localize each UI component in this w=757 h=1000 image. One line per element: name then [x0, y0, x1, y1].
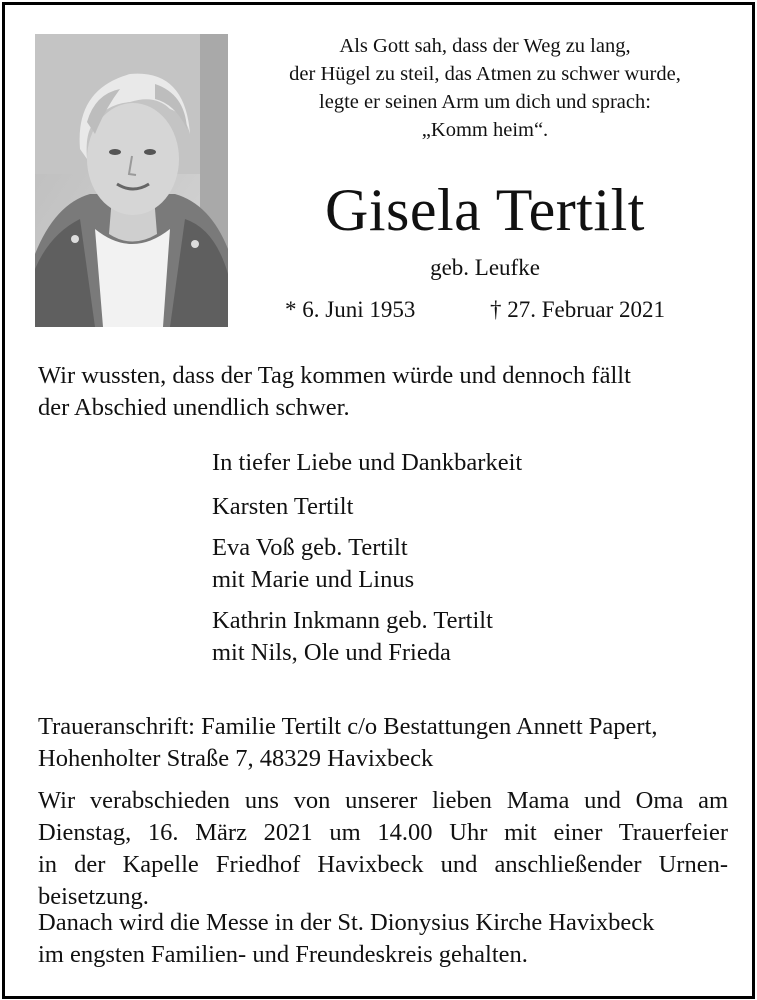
birth-name: geb. Leufke: [430, 255, 540, 280]
birth-date: * 6. Juni 1953: [285, 297, 416, 322]
verse-line: der Hügel zu steil, das Atmen zu schwer wurde,: [289, 63, 681, 85]
ceremony-line: Wir verabschieden uns von unserer lieben Mama und Oma am: [38, 787, 728, 814]
family-greeting: In tiefer Liebe und Dankbarkeit: [212, 449, 523, 476]
family-member-line: Eva Voß geb. Tertilt: [212, 534, 408, 561]
family-member-line: Karsten Tertilt: [212, 493, 354, 520]
intro-line: Wir wussten, dass der Tag kommen würde und dennoch fällt: [38, 362, 631, 389]
mass-line: Danach wird die Messe in der St. Dionysius Kirche Havixbeck: [38, 909, 655, 936]
portrait-image: [35, 34, 228, 327]
ceremony-line: in der Kapelle Friedhof Havixbeck und anschließender Urnen-: [38, 851, 728, 878]
family-member: [212, 532, 712, 596]
mass-notice: [38, 907, 728, 971]
family-member: [212, 491, 712, 523]
family-member: [212, 605, 712, 669]
verse-line: legte er seinen Arm um dich und sprach:: [319, 91, 651, 113]
family-member-line: mit Nils, Ole und Frieda: [212, 639, 451, 666]
verse-line: Als Gott sah, dass der Weg zu lang,: [339, 35, 631, 57]
verse: [270, 32, 700, 144]
verse-line: „Komm heim“.: [421, 119, 549, 141]
family-member-line: mit Marie und Linus: [212, 566, 415, 593]
family-member-line: Kathrin Inkmann geb. Tertilt: [212, 607, 493, 634]
death-date: † 27. Februar 2021: [490, 297, 666, 322]
family-signatures: [212, 447, 712, 678]
mourning-address: [38, 711, 728, 775]
address-line: Traueranschrift: Familie Tertilt c/o Bestattungen Annett Papert,: [38, 713, 658, 740]
address-line: Hohenholter Straße 7, 48329 Havixbeck: [38, 745, 434, 772]
deceased-name: Gisela Tertilt: [325, 177, 645, 243]
mass-line: im engsten Familien- und Freundeskreis gehalten.: [38, 941, 528, 968]
intro-text: [38, 360, 718, 424]
intro-line: der Abschied unendlich schwer.: [38, 394, 350, 421]
ceremony-notice: [38, 785, 728, 913]
portrait-photo: [35, 34, 228, 327]
ceremony-line: beisetzung.: [38, 883, 149, 910]
ceremony-line: Dienstag, 16. März 2021 um 14.00 Uhr mit einer Trauerfeier: [38, 819, 728, 846]
